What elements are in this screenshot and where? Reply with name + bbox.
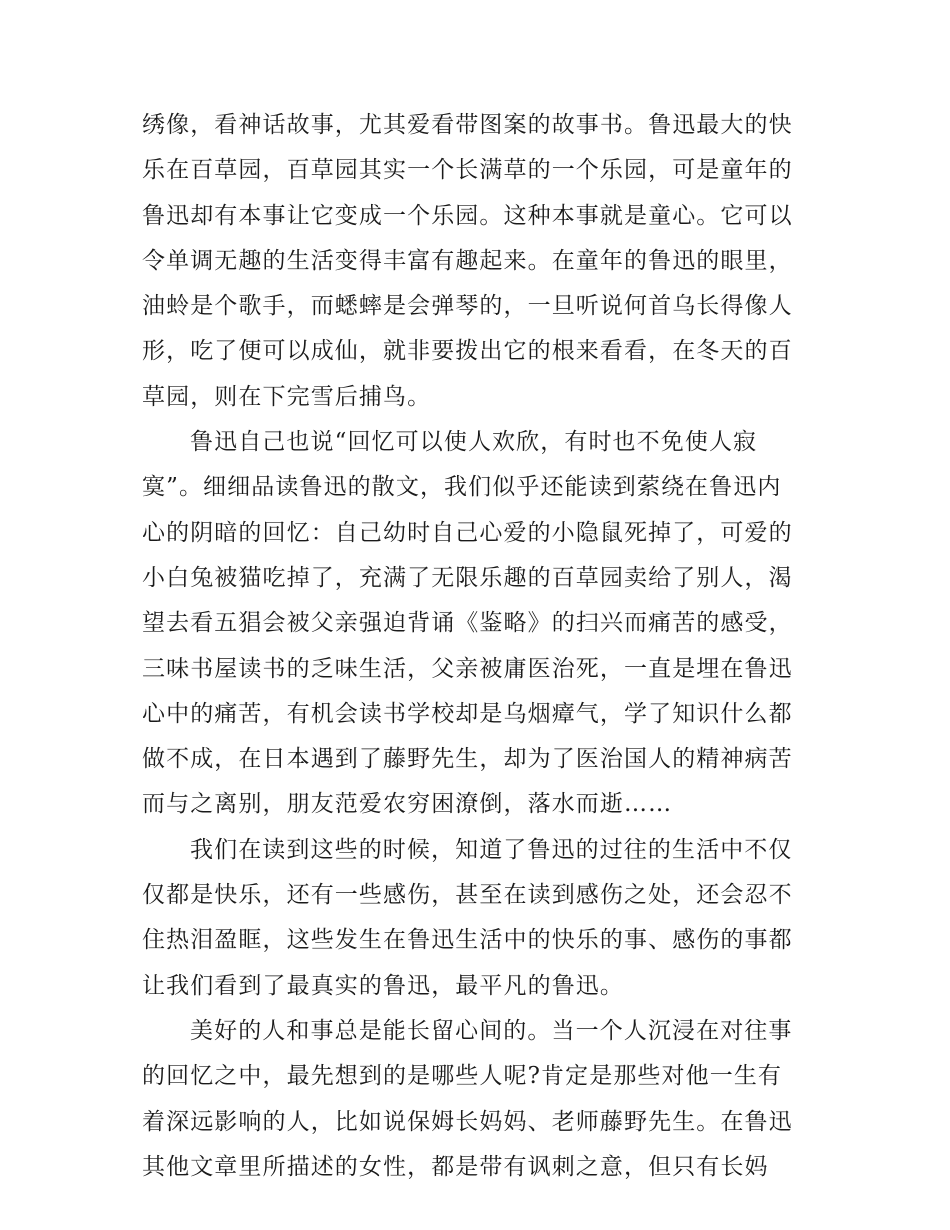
text-line: 仅都是快乐，还有一些感伤，甚至在读到感伤之处，还会忍不 bbox=[142, 882, 793, 909]
text-line: 草园，则在下完雪后捕鸟。 bbox=[142, 383, 432, 410]
document-body bbox=[142, 103, 814, 1190]
paragraph-start-line: 我们在读到这些的时候，知道了鲁迅的过往的生活中不仅 bbox=[190, 836, 793, 863]
paragraph-start-line: 美好的人和事总是能长留心间的。当一个人沉浸在对往事 bbox=[190, 1017, 793, 1044]
text-line: 形，吃了便可以成仙，就非要拨出它的根来看看，在冬天的百 bbox=[142, 338, 793, 365]
text-line: 三味书屋读书的乏味生活，父亲被庸医治死，一直是埋在鲁迅 bbox=[142, 655, 793, 682]
text-line: 鲁迅却有本事让它变成一个乐园。这种本事就是童心。它可以 bbox=[142, 202, 793, 229]
text-line: 绣像，看神话故事，尤其爱看带图案的故事书。鲁迅最大的快 bbox=[142, 112, 793, 138]
text-line: 心的阴暗的回忆：自己幼时自己心爱的小隐鼠死掉了，可爱的 bbox=[142, 519, 793, 546]
text-line: 令单调无趣的生活变得丰富有趣起来。在童年的鲁迅的眼里， bbox=[142, 247, 793, 274]
text-line: 乐在百草园，百草园其实一个长满草的一个乐园，可是童年的 bbox=[142, 157, 793, 184]
text-line: 小白兔被猫吃掉了，充满了无限乐趣的百草园卖给了别人，渴 bbox=[142, 564, 793, 591]
text-line: 住热泪盈眶，这些发生在鲁迅生活中的快乐的事、感伤的事都 bbox=[142, 927, 793, 954]
paragraph-start-line: 鲁迅自己也说“回忆可以使人欢欣，有时也不免使人寂 bbox=[190, 429, 758, 456]
text-line: 其他文章里所描述的女性，都是带有讽刺之意，但只有长妈 bbox=[142, 1153, 769, 1180]
text-line: 油蛉是个歌手，而蟋蟀是会弹琴的，一旦听说何首乌长得像人 bbox=[142, 293, 793, 320]
text-line: 的回忆之中，最先想到的是哪些人呢?肯定是那些对他一生有 bbox=[142, 1063, 783, 1090]
text-line: 寞”。细细品读鲁迅的散文，我们似乎还能读到萦绕在鲁迅内 bbox=[142, 474, 782, 501]
text-line: 心中的痛苦，有机会读书学校却是乌烟瘴气，学了知识什么都 bbox=[142, 700, 793, 727]
text-line: 让我们看到了最真实的鲁迅，最平凡的鲁迅。 bbox=[142, 972, 624, 999]
text-line: 而与之离别，朋友范爱农穷困潦倒，落水而逝…… bbox=[142, 791, 673, 818]
text-line: 着深远影响的人，比如说保姆长妈妈、老师藤野先生。在鲁迅 bbox=[142, 1108, 793, 1135]
text-line: 做不成，在日本遇到了藤野先生，却为了医治国人的精神病苦 bbox=[142, 746, 793, 773]
text-line: 望去看五猖会被父亲强迫背诵《鉴略》的扫兴而痛苦的感受， bbox=[142, 610, 793, 637]
